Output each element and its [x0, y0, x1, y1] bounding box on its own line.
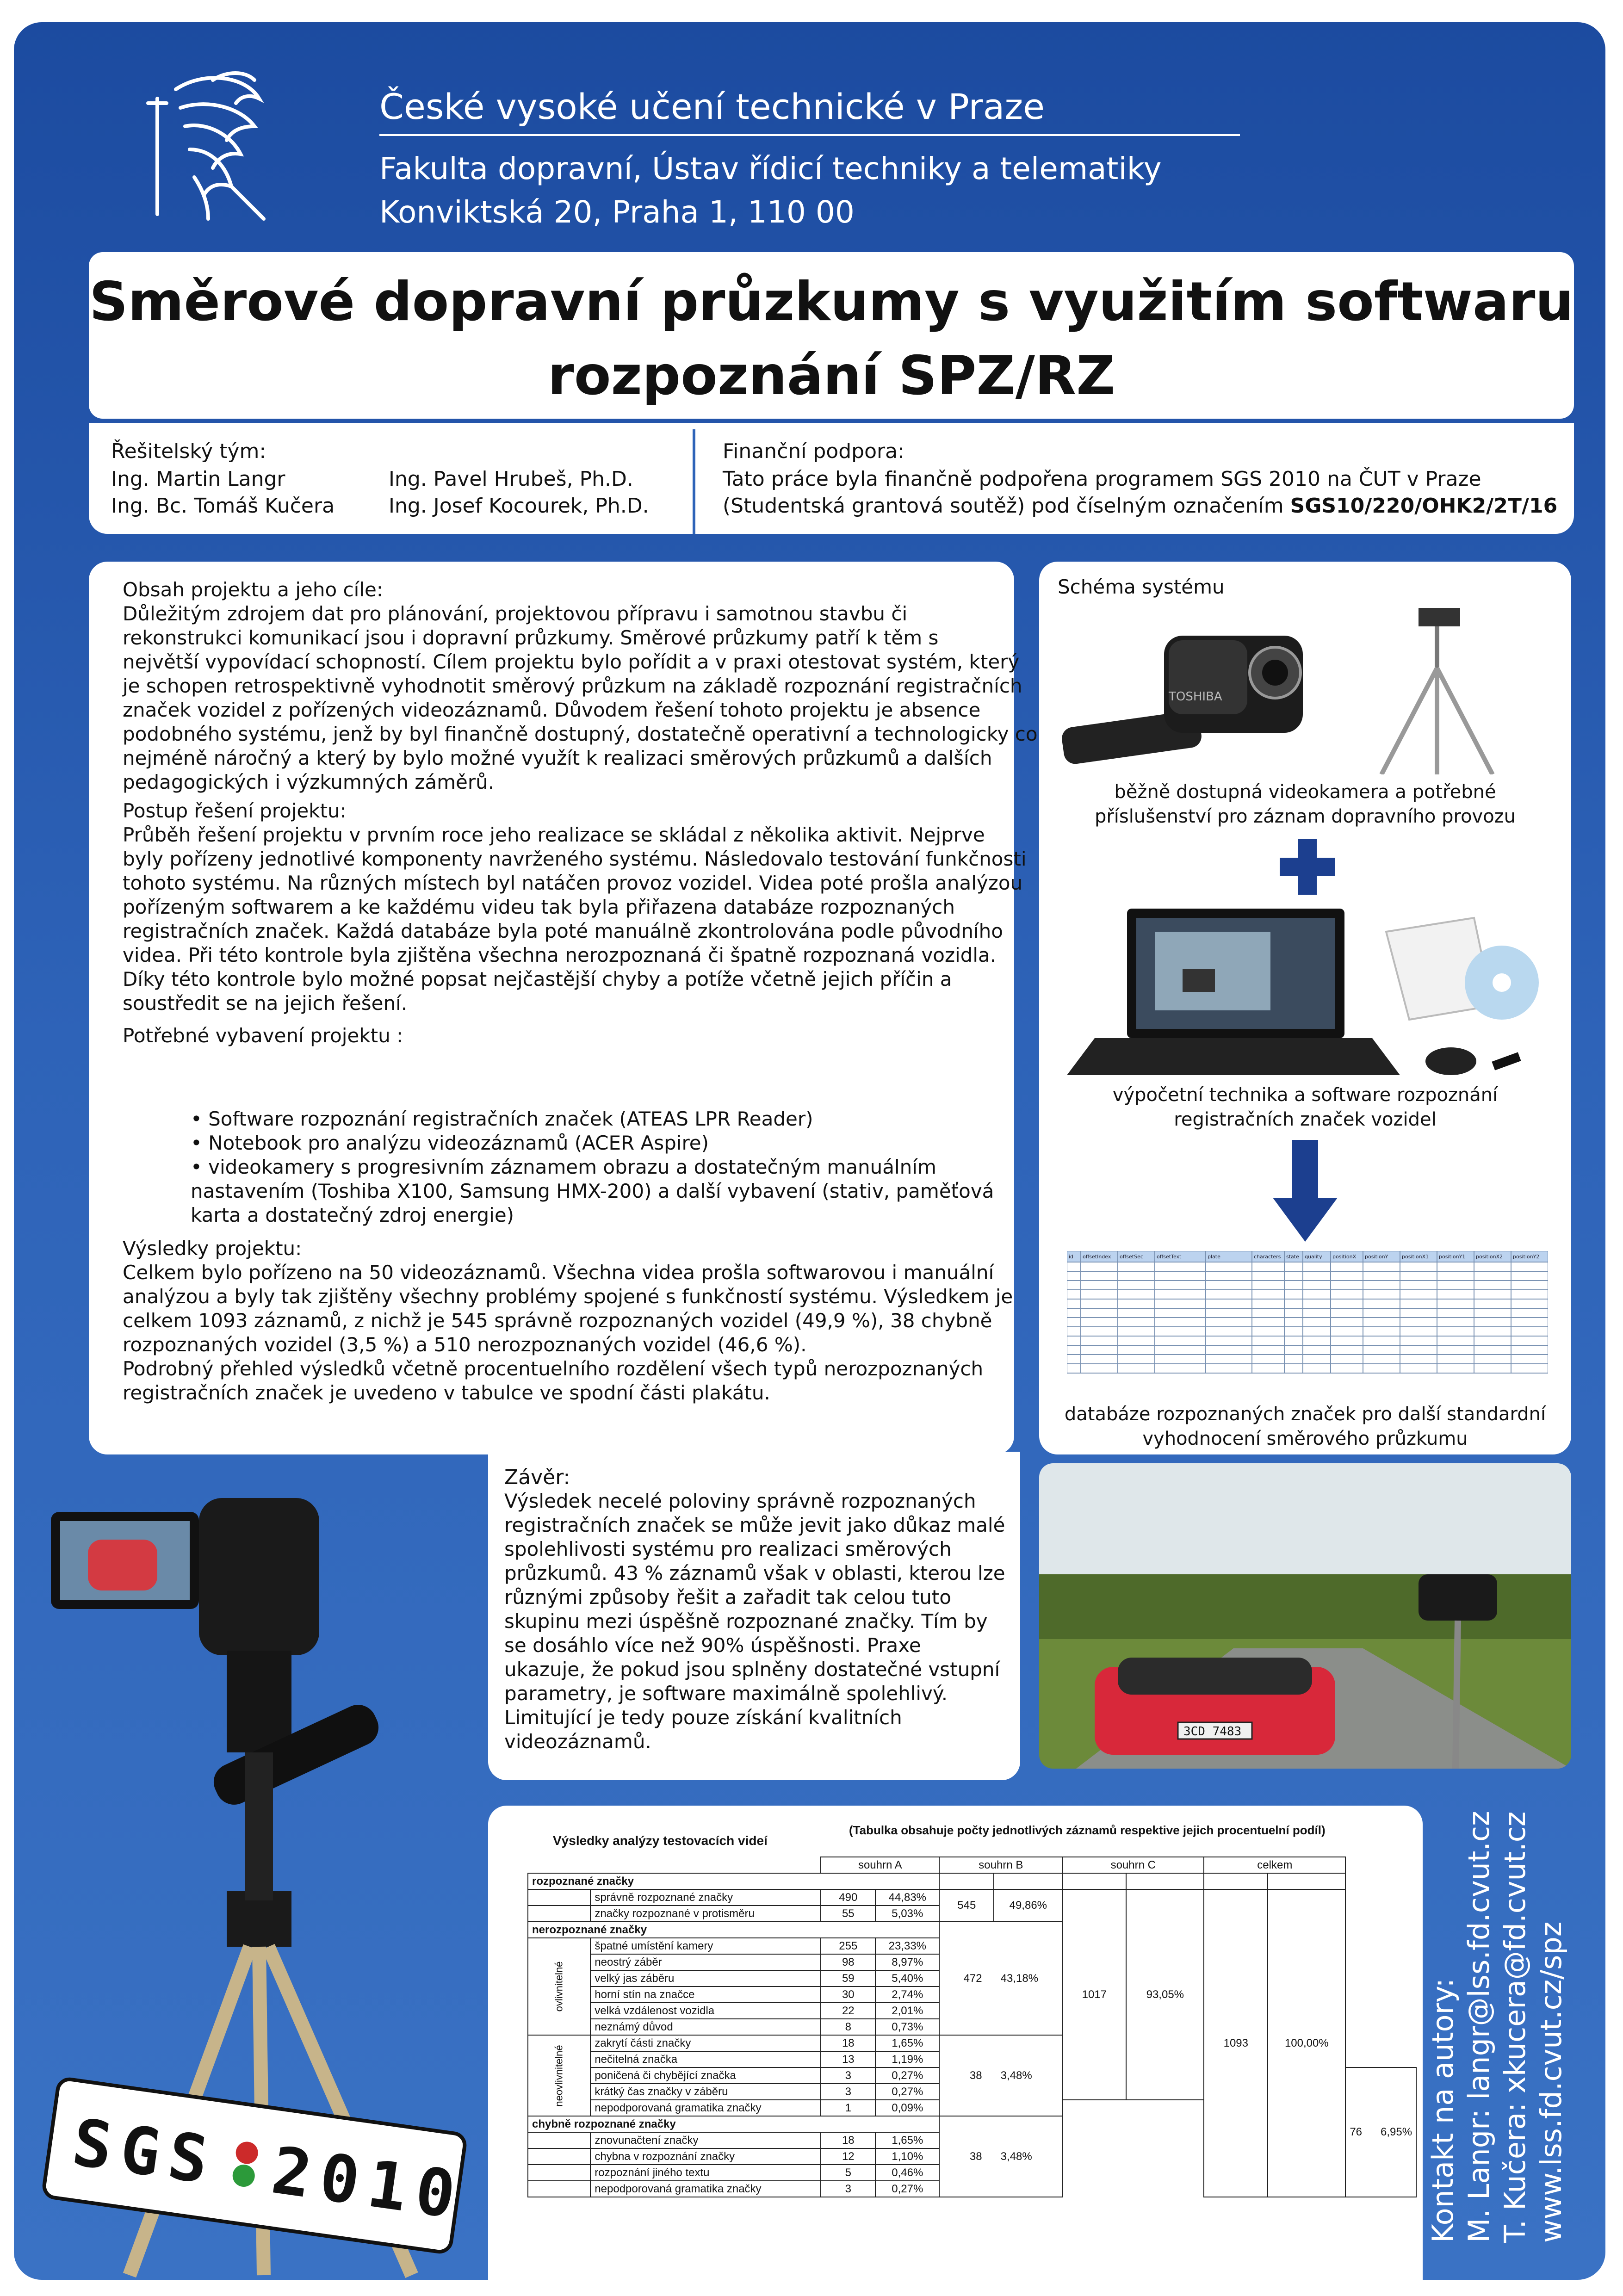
table-row-label: znovunačtení značky	[590, 2132, 821, 2148]
table-cell-percent: 5,40%	[875, 1970, 939, 1987]
poster-title	[89, 252, 1574, 419]
goals-line: největší vypovídací schopností. Cílem projektu bylo pořídit a v praxi otestovat systém, který	[123, 650, 1020, 673]
team-funding-divider	[693, 429, 695, 534]
team-member: Ing. Pavel Hrubeš, Ph.D.	[389, 467, 633, 491]
table-row-label: správně rozpoznané značky	[590, 1889, 821, 1906]
group-noninfluenceable	[528, 2035, 590, 2116]
conclusion-line: skupinu mezi úspěšně rozpoznané značky. Tím by	[504, 1610, 988, 1633]
conclusion-line: Limitující je tedy pouze získání kvalitních	[504, 1706, 902, 1729]
table-cell-percent: 2,74%	[875, 1987, 939, 2003]
table-cell-count: 5	[821, 2165, 875, 2181]
table-cell-b1-percent: 49,86%	[994, 1889, 1062, 1922]
team-funding-bar	[89, 423, 1574, 534]
process-line: tohoto systému. Na různých místech byl natáčen provoz vozidel. Videa poté prošla analýzou	[123, 872, 1023, 894]
db-col-header: offsetText	[1157, 1254, 1182, 1260]
arrow-down-icon	[1273, 1140, 1338, 1242]
table-cell-percent: 8,97%	[875, 1954, 939, 1970]
goals-line: značek vozidel z pořízených videozáznamů. Důvodem řešení tohoto projektu je absence	[123, 699, 981, 721]
goals-line: nejméně náročný a který by bylo možné využít k realizaci směrových průzkumů a dalších	[123, 747, 992, 769]
section-unrecognized: nerozpoznané značky	[528, 1922, 939, 1938]
table-cell-b3-count: 38	[969, 2069, 982, 2082]
db-col-header: characters	[1254, 1254, 1281, 1260]
funding-line-2-text: (Studentská grantová soutěž) pod číselným označením	[723, 494, 1290, 518]
table-cell-percent: 5,03%	[875, 1906, 939, 1922]
table-cell-count: 3	[821, 2084, 875, 2100]
table-row-label: značky rozpoznané v protisměru	[590, 1906, 821, 1922]
contact-line[interactable]: M. Langr: langr@lss.fd.cvut.cz	[1462, 1811, 1496, 2243]
camera-brand-text: TOSHIBA	[1169, 690, 1222, 704]
funding-code: SGS10/220/OHK2/2T/16	[1290, 494, 1558, 518]
table-cell-count: 98	[821, 1954, 875, 1970]
equipment-item: • Notebook pro analýzu videozáznamů (ACER Aspire)	[191, 1132, 709, 1154]
table-cell-percent: 1,65%	[875, 2132, 939, 2148]
db-col-header: positionX1	[1402, 1254, 1429, 1260]
funding-line-2	[723, 494, 1557, 518]
results-heading: Výsledky projektu:	[123, 1237, 302, 1260]
process-line: pořízeným softwarem a ke každému videu tak byla přiřazena databáze rozpoznaných	[123, 896, 955, 918]
equipment-item: nastavením (Toshiba X100, Samsung HMX-200) a další vybavení (stativ, paměťová	[191, 1180, 994, 1202]
equipment-item: karta a dostatečný zdroj energie)	[191, 1204, 514, 1226]
contact-website-link[interactable]: www.lss.fd.cvut.cz/spz	[1534, 1921, 1568, 2243]
contact-heading: Kontakt na autory:	[1426, 1978, 1460, 2243]
section-recognized: rozpoznané značky	[528, 1873, 939, 1889]
conclusion-line: videozáznamů.	[504, 1730, 651, 1753]
table-cell-count: 3	[821, 2067, 875, 2084]
table-cell-percent: 0,27%	[875, 2181, 939, 2197]
group-influenceable-label: ovlivnitelné	[553, 1961, 565, 2012]
conclusion-line: se dosáhlo více než 90% úspěšnosti. Praxe	[504, 1634, 921, 1657]
table-cell-percent: 0,09%	[875, 2100, 939, 2116]
table-row-label: nepodporovaná gramatika značky	[590, 2100, 821, 2116]
table-row-label: neznámý důvod	[590, 2019, 821, 2035]
table-row-label: chybna v rozpoznání značky	[590, 2148, 821, 2165]
schema-caption-2b: registračních značek vozidel	[1174, 1109, 1437, 1130]
table-cell-b4	[939, 2116, 1062, 2197]
table-cell-count: 1	[821, 2100, 875, 2116]
table-cell-percent: 0,27%	[875, 2067, 939, 2084]
table-cell-count: 3	[821, 2181, 875, 2197]
table-cell-percent: 1,19%	[875, 2051, 939, 2067]
db-col-header: positionX2	[1476, 1254, 1503, 1260]
title-line-1: Směrové dopravní průzkumy s využitím softwaru	[89, 271, 1574, 333]
table-cell-b2	[939, 1922, 1062, 2035]
table-cell-count: 30	[821, 1987, 875, 2003]
results-line: rozpoznaných vozidel (3,5 %) a 510 nerozpoznaných vozidel (46,6 %).	[123, 1333, 807, 1356]
badge-right-text: 2010	[267, 2133, 469, 2234]
table-cell-percent: 23,33%	[875, 1938, 939, 1954]
process-line: Díky této kontrole bylo možné popsat nejčastější chyby a potíže včetně jejich příčin a	[123, 968, 952, 990]
results-table-card	[488, 1806, 1423, 2280]
table-row-label: velký jas záběru	[590, 1970, 821, 1987]
plus-icon	[1280, 839, 1335, 895]
table-row-label: špatné umístění kamery	[590, 1938, 821, 1954]
process-line: Průběh řešení projektu v prvním roce jeho realizace se skládal z několika aktivit. Nejprve	[123, 823, 985, 846]
table-cell-count: 59	[821, 1970, 875, 1987]
db-col-header: offsetIndex	[1083, 1254, 1111, 1260]
table-cell-b1-count: 545	[939, 1889, 994, 1922]
goals-line: podobného systému, jenž by byl finančně dostupný, dostatečně operativní a technologicky co	[123, 723, 1038, 745]
system-schema-card	[1039, 562, 1571, 1454]
title-line-2: rozpoznání SPZ/RZ	[547, 345, 1115, 407]
conclusion-heading: Závěr:	[504, 1466, 570, 1489]
badge-dot-icon	[226, 2137, 265, 2192]
goals-heading: Obsah projektu a jeho cíle:	[123, 578, 383, 601]
team-member: Ing. Martin Langr	[111, 467, 285, 491]
section-wrong: chybně rozpoznané značky	[528, 2116, 939, 2132]
table-cell-percent: 0,46%	[875, 2165, 939, 2181]
university-name: České vysoké učení technické v Praze	[379, 86, 1045, 127]
table-cell-count: 13	[821, 2051, 875, 2067]
schema-caption-2a: výpočetní technika a software rozpoznání	[1112, 1084, 1498, 1106]
db-col-header: id	[1069, 1254, 1074, 1260]
table-cell-count: 18	[821, 2035, 875, 2051]
table-cell-count: 18	[821, 2132, 875, 2148]
team-heading: Řešitelský tým:	[111, 439, 266, 463]
table-cell-percent: 1,65%	[875, 2035, 939, 2051]
goals-line: je schopen retrospektivně vyhodnotit směrový průzkum na základě rozpoznání registračních	[123, 675, 1022, 697]
table-cell-c2	[1345, 2067, 1416, 2197]
photo-plate-text: 3CD 7483	[1183, 1725, 1242, 1739]
table-cell-count: 22	[821, 2003, 875, 2019]
table-cell-percent: 0,73%	[875, 2019, 939, 2035]
db-col-header: quality	[1305, 1254, 1322, 1260]
goals-line: rekonstrukci komunikací jsou i dopravní průzkumy. Směrové průzkumy patří k těm s	[123, 626, 939, 649]
table-cell-total-percent: 100,00%	[1268, 1889, 1345, 2197]
schema-caption-3a: databáze rozpoznaných značek pro další standardní	[1064, 1404, 1546, 1425]
table-cell-b2-percent: 43,18%	[1000, 1972, 1039, 1985]
results-line: registračních značek je uvedeno v tabulce ve spodní části plakátu.	[123, 1381, 770, 1404]
table-row-label: horní stín na značce	[590, 1987, 821, 2003]
conclusion-line: ukazuje, že pokud jsou splněny dostatečné vstupní	[504, 1658, 1000, 1681]
table-cell-percent: 44,83%	[875, 1889, 939, 1906]
funding-heading: Finanční podpora:	[723, 439, 904, 463]
col-header-a: souhrn A	[821, 1857, 939, 1873]
table-cell-percent: 2,01%	[875, 2003, 939, 2019]
process-line: soustředit se na jejich řešení.	[123, 992, 408, 1015]
db-col-header: positionY1	[1439, 1254, 1466, 1260]
table-row-label: neostrý záběr	[590, 1954, 821, 1970]
db-col-header: plate	[1208, 1254, 1220, 1260]
contact-line[interactable]: T. Kučera: xkucera@fd.cvut.cz	[1498, 1811, 1532, 2243]
conclusion-line: registračních značek se může jevit jako důkaz malé	[504, 1514, 1005, 1536]
faculty-name: Fakulta dopravní, Ústav řídicí techniky a telematiky	[379, 151, 1162, 186]
table-cell-percent: 0,27%	[875, 2084, 939, 2100]
schema-caption-1b: příslušenství pro záznam dopravního provozu	[1094, 806, 1516, 827]
funding-line-1: Tato práce byla finančně podpořena programem SGS 2010 na ČUT v Praze	[723, 467, 1481, 491]
conclusion-line: Výsledek necelé poloviny správně rozpoznaných	[504, 1490, 976, 1512]
laptop-software-image	[1067, 904, 1548, 1080]
table-row-label: nečitelná značka	[590, 2051, 821, 2067]
results-line: analýzou a byly tak zjištěny všechny problémy spojené s funkčností systému. Výsledkem je	[123, 1285, 1013, 1308]
table-row-label: nepodporovaná gramatika značky	[590, 2181, 821, 2197]
results-line: Podrobný přehled výsledků včetně procentuelního rozdělení všech typů nerozpoznaných	[123, 1357, 984, 1380]
equipment-heading: Potřebné vybavení projektu :	[123, 1024, 403, 1047]
schema-caption-3b: vyhodnocení směrového průzkumu	[1142, 1428, 1468, 1449]
process-line: registračních značek. Každá databáze byla poté manuálně zkontrolována podle původního	[123, 920, 1003, 942]
equipment-item: • Software rozpoznání registračních značek (ATEAS LPR Reader)	[191, 1108, 813, 1130]
table-cell-percent: 1,10%	[875, 2148, 939, 2165]
conclusion-line: spolehlivosti systému pro realizaci směrových	[504, 1538, 952, 1560]
table-cell-b2-count: 472	[963, 1972, 982, 1985]
table-note: (Tabulka obsahuje počty jednotlivých záznamů respektive jejich procentuelní podíl)	[849, 1823, 1326, 1837]
faculty-address: Konviktská 20, Praha 1, 110 00	[379, 194, 855, 230]
table-cell-count: 8	[821, 2019, 875, 2035]
table-cell-count: 55	[821, 1906, 875, 1922]
team-member: Ing. Josef Kocourek, Ph.D.	[389, 494, 649, 518]
table-cell-count: 255	[821, 1938, 875, 1954]
col-header-total: celkem	[1204, 1857, 1345, 1873]
group-influenceable	[528, 1938, 590, 2035]
table-cell-b4-percent: 3,48%	[1000, 2150, 1032, 2163]
table-row-label: zakrytí části značky	[590, 2035, 821, 2051]
project-description-card	[89, 562, 1038, 1454]
conclusion-line: parametry, je software maximálně spolehlivý.	[504, 1682, 948, 1705]
team-member: Ing. Bc. Tomáš Kučera	[111, 494, 335, 518]
schema-caption-1a: běžně dostupná videokamera a potřebné	[1114, 781, 1496, 803]
table-cell-b4-count: 38	[969, 2150, 982, 2163]
table-cell-c1-percent: 93,05%	[1126, 1889, 1204, 2100]
db-col-header: offsetSec	[1120, 1254, 1143, 1260]
plate-database-table	[1067, 1251, 1548, 1380]
table-row-label: rozpoznání jiného textu	[590, 2165, 821, 2181]
conclusion-card	[488, 1452, 1020, 1780]
table-cell-c2-percent: 6,95%	[1381, 2126, 1412, 2138]
results-line: Celkem bylo pořízeno na 50 videozáznamů. Všechna videa prošla softwarovou i manuální	[123, 1261, 994, 1284]
results-line: celkem 1093 záznamů, z nichž je 545 správně rozpoznaných vozidel (49,9 %), 38 chybně	[123, 1309, 992, 1332]
process-line: videa. Při této kontrole byla zjištěna všechna nerozpoznaná či špatně rozpoznaná vozidla.	[123, 944, 997, 966]
db-col-header: positionX	[1332, 1254, 1357, 1260]
table-cell-b3-percent: 3,48%	[1000, 2069, 1032, 2082]
camera-tripod-image	[1058, 589, 1557, 774]
table-title: Výsledky analýzy testovacích videí	[553, 1833, 768, 1848]
db-col-header: positionY2	[1513, 1254, 1540, 1260]
table-cell-c1-count: 1017	[1062, 1889, 1126, 2100]
conclusion-line: různými způsoby řešit a zařadit tak celou tuto	[504, 1586, 952, 1609]
table-cell-count: 12	[821, 2148, 875, 2165]
group-noninfluenceable-label: neovlivnitelné	[553, 2044, 565, 2107]
table-cell-total-count: 1093	[1204, 1889, 1268, 2197]
schema-heading: Schéma systému	[1058, 576, 1225, 598]
poster-background	[14, 22, 1605, 2280]
table-row-label: velká vzdálenost vozidla	[590, 2003, 821, 2019]
process-line: byly pořízeny jednotlivé komponenty navrženého systému. Následovalo testování funkčnosti	[123, 848, 1027, 870]
col-header-b: souhrn B	[939, 1857, 1062, 1873]
table-cell-c2-count: 76	[1350, 2126, 1363, 2138]
db-col-header: positionY	[1365, 1254, 1388, 1260]
cvut-lion-logo	[139, 62, 278, 228]
results-table	[527, 1857, 1417, 2197]
table-row-label: krátký čas značky v záběru	[590, 2084, 821, 2100]
col-header-c: souhrn C	[1062, 1857, 1204, 1873]
road-survey-photo	[1039, 1463, 1571, 1769]
contact-block	[1425, 1811, 1569, 2243]
equipment-item: • videokamery s progresivním záznamem obrazu a dostatečným manuálním	[191, 1156, 936, 1178]
goals-line: pedagogických i výzkumných záměrů.	[123, 771, 495, 793]
table-cell-count: 490	[821, 1889, 875, 1906]
table-cell-b3	[939, 2035, 1062, 2116]
header-divider	[379, 134, 1240, 136]
goals-line: Důležitým zdrojem dat pro plánování, projektovou přípravu i samotnou stavbu či	[123, 602, 908, 625]
conclusion-line: průzkumů. 43 % záznamů však v oblasti, kterou lze	[504, 1562, 1005, 1584]
process-heading: Postup řešení projektu:	[123, 799, 347, 822]
db-col-header: state	[1286, 1254, 1299, 1260]
table-row-label: poničená či chybějící značka	[590, 2067, 821, 2084]
badge-left-text: SGS	[68, 2104, 222, 2200]
